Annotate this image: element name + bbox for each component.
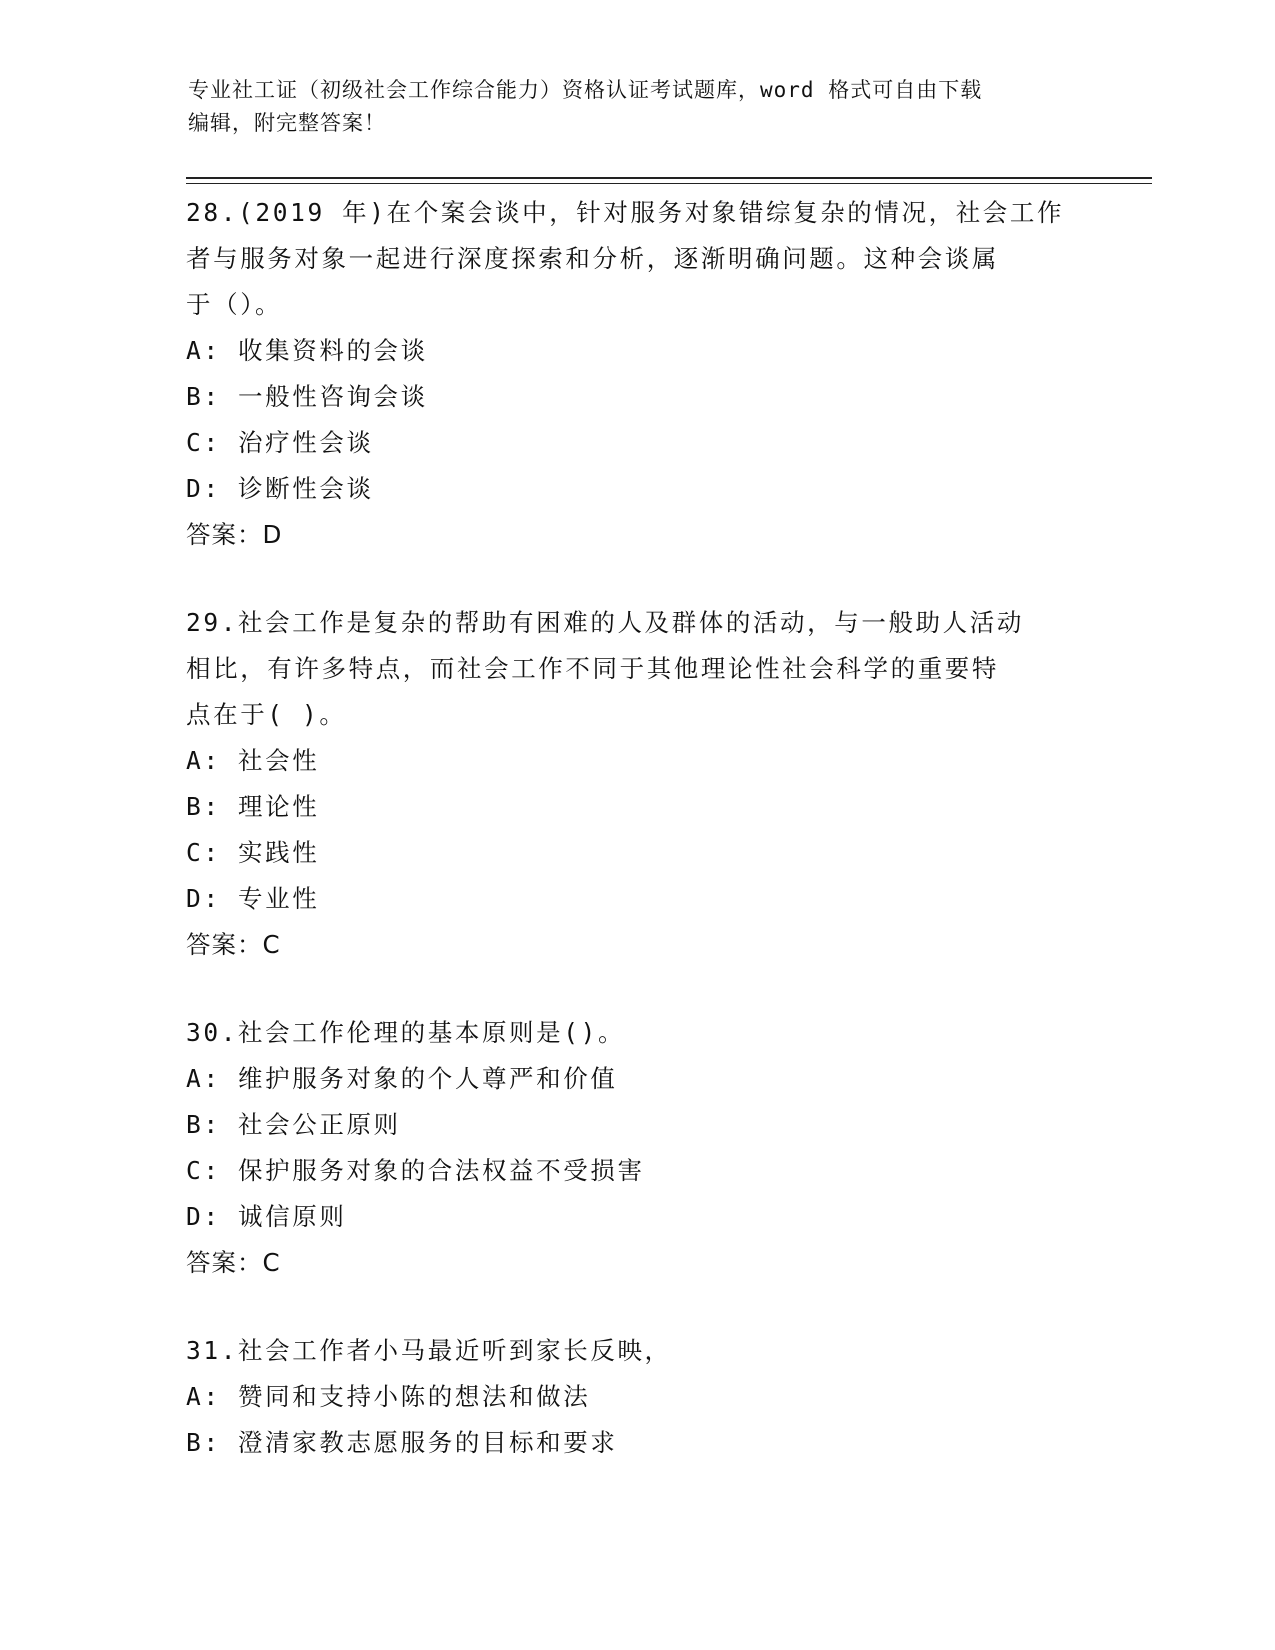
option-d: D: 专业性 bbox=[186, 884, 320, 913]
document-header bbox=[188, 74, 1088, 140]
question-stem-line: 31.社会工作者小马最近听到家长反映， bbox=[186, 1336, 672, 1365]
question-30 bbox=[186, 1010, 1086, 1286]
option-d: D: 诚信原则 bbox=[186, 1202, 347, 1231]
option-b: B: 一般性咨询会谈 bbox=[186, 382, 428, 411]
option-c: C: 保护服务对象的合法权益不受损害 bbox=[186, 1156, 645, 1185]
header-line-1: 专业社工证（初级社会工作综合能力）资格认证考试题库，word 格式可自由下载 bbox=[188, 78, 983, 102]
answer-line: 答案：D bbox=[186, 520, 283, 549]
question-list bbox=[186, 190, 1086, 1466]
question-spacer bbox=[186, 1286, 1086, 1328]
option-c: C: 治疗性会谈 bbox=[186, 428, 374, 457]
option-c: C: 实践性 bbox=[186, 838, 320, 867]
question-stem-line: 相比，有许多特点，而社会工作不同于其他理论性社会科学的重要特 bbox=[186, 654, 999, 683]
question-stem-line: 于（）。 bbox=[186, 290, 283, 319]
option-d: D: 诊断性会谈 bbox=[186, 474, 374, 503]
option-a: A: 维护服务对象的个人尊严和价值 bbox=[186, 1064, 618, 1093]
option-a: A: 收集资料的会谈 bbox=[186, 336, 428, 365]
option-a: A: 赞同和支持小陈的想法和做法 bbox=[186, 1382, 591, 1411]
option-a: A: 社会性 bbox=[186, 746, 320, 775]
option-b: B: 澄清家教志愿服务的目标和要求 bbox=[186, 1428, 618, 1457]
answer-line: 答案：C bbox=[186, 930, 281, 959]
option-b: B: 理论性 bbox=[186, 792, 320, 821]
question-stem-line: 者与服务对象一起进行深度探索和分析，逐渐明确问题。这种会谈属 bbox=[186, 244, 999, 273]
option-b: B: 社会公正原则 bbox=[186, 1110, 401, 1139]
question-spacer bbox=[186, 968, 1086, 1010]
header-line-2: 编辑，附完整答案！ bbox=[188, 111, 386, 135]
question-stem-line: 30.社会工作伦理的基本原则是()。 bbox=[186, 1018, 626, 1047]
question-29 bbox=[186, 600, 1086, 968]
question-28 bbox=[186, 190, 1086, 558]
question-stem-line: 29.社会工作是复杂的帮助有困难的人及群体的活动，与一般助人活动 bbox=[186, 608, 1024, 637]
answer-line: 答案：C bbox=[186, 1248, 281, 1277]
question-spacer bbox=[186, 558, 1086, 600]
header-rule-thin bbox=[186, 183, 1152, 184]
question-31 bbox=[186, 1328, 1086, 1466]
header-rule-thick bbox=[186, 177, 1152, 179]
question-stem-line: 点在于( )。 bbox=[186, 700, 347, 729]
question-stem-line: 28.(2019 年)在个案会谈中，针对服务对象错综复杂的情况，社会工作 bbox=[186, 198, 1065, 227]
